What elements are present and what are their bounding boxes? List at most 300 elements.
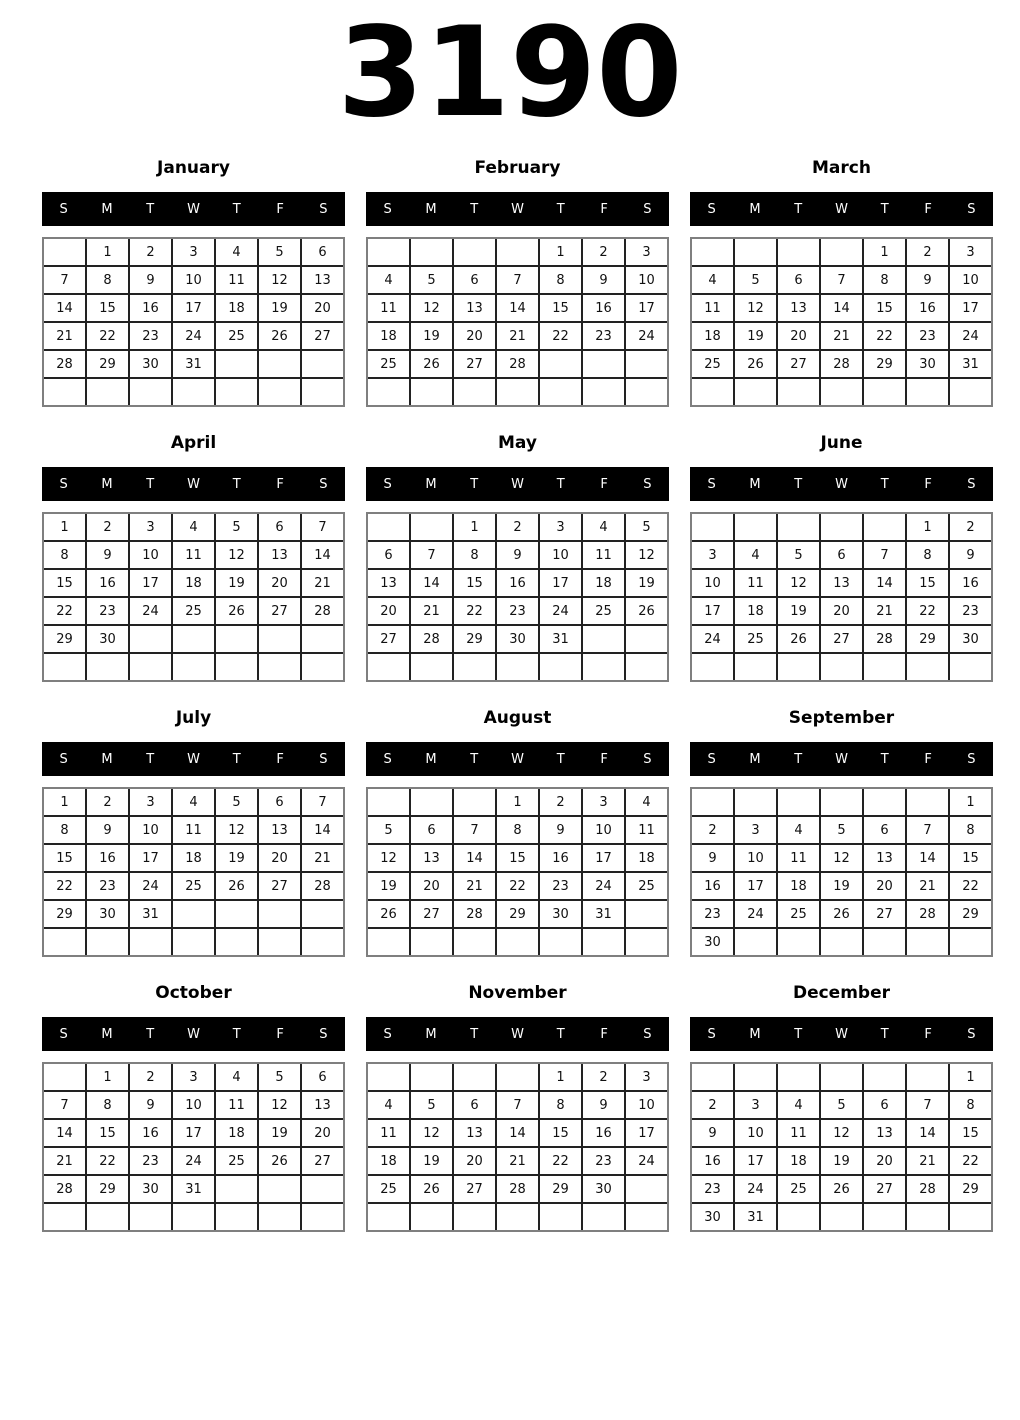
day-cell: 19 <box>216 845 257 871</box>
day-cell: 18 <box>735 598 776 624</box>
day-cell-empty <box>540 654 581 680</box>
day-cell: 17 <box>173 1120 214 1146</box>
day-cell-empty <box>864 654 905 680</box>
weekday-label: T <box>232 201 241 217</box>
day-cell-empty <box>173 1204 214 1230</box>
day-cell-empty <box>821 654 862 680</box>
weekday-label: T <box>556 751 565 767</box>
day-cell-empty <box>44 379 85 405</box>
day-cell-empty <box>778 1204 819 1230</box>
day-cell-empty <box>583 929 624 955</box>
weekday-label: T <box>556 201 565 217</box>
day-cell: 23 <box>130 323 171 349</box>
day-cell-empty <box>626 379 667 405</box>
day-cell: 26 <box>411 351 452 377</box>
day-cell: 18 <box>778 1148 819 1174</box>
day-cell: 11 <box>173 542 214 568</box>
day-cell: 9 <box>907 267 948 293</box>
weekday-label: W <box>511 476 524 492</box>
day-cell-empty <box>454 789 495 815</box>
day-cell: 13 <box>302 267 343 293</box>
day-cell-empty <box>735 929 776 955</box>
day-cell: 25 <box>173 598 214 624</box>
day-cell: 5 <box>626 514 667 540</box>
day-cell: 31 <box>540 626 581 652</box>
day-cell-empty <box>540 379 581 405</box>
day-cell: 20 <box>454 1148 495 1174</box>
day-cell: 15 <box>540 1120 581 1146</box>
day-cell: 17 <box>540 570 581 596</box>
day-cell-empty <box>950 379 991 405</box>
day-cell: 16 <box>130 295 171 321</box>
day-cell: 11 <box>735 570 776 596</box>
day-cell: 10 <box>626 1092 667 1118</box>
day-cell-empty <box>454 654 495 680</box>
day-cell: 13 <box>821 570 862 596</box>
day-cell-empty <box>368 654 409 680</box>
day-cell: 30 <box>907 351 948 377</box>
day-cell: 31 <box>173 351 214 377</box>
day-cell: 17 <box>626 295 667 321</box>
month-days-grid <box>690 512 993 682</box>
day-cell: 13 <box>454 1120 495 1146</box>
weekday-label: T <box>794 476 803 492</box>
day-cell-empty <box>907 789 948 815</box>
day-cell: 30 <box>130 1176 171 1202</box>
day-cell: 28 <box>497 351 538 377</box>
day-cell-empty <box>821 514 862 540</box>
weekday-label: F <box>276 201 284 217</box>
day-cell: 1 <box>87 1064 128 1090</box>
day-cell: 8 <box>540 267 581 293</box>
month-block <box>42 158 345 407</box>
weekday-label: S <box>643 201 652 217</box>
day-cell: 9 <box>583 1092 624 1118</box>
day-cell: 4 <box>778 1092 819 1118</box>
day-cell: 3 <box>173 239 214 265</box>
day-cell: 19 <box>626 570 667 596</box>
day-cell-empty <box>692 654 733 680</box>
weekday-label: M <box>749 751 761 767</box>
day-cell: 26 <box>778 626 819 652</box>
month-name: April <box>170 433 217 454</box>
day-cell: 2 <box>692 817 733 843</box>
day-cell: 8 <box>950 1092 991 1118</box>
day-cell-empty <box>864 379 905 405</box>
weekday-label: T <box>232 751 241 767</box>
day-cell: 10 <box>130 817 171 843</box>
day-cell: 23 <box>692 901 733 927</box>
day-cell: 3 <box>130 789 171 815</box>
day-cell: 1 <box>907 514 948 540</box>
day-cell: 11 <box>368 1120 409 1146</box>
day-cell-empty <box>44 239 85 265</box>
day-cell: 27 <box>368 626 409 652</box>
day-cell: 26 <box>259 1148 300 1174</box>
month-name: May <box>498 433 537 454</box>
weekday-label: S <box>643 1026 652 1042</box>
weekday-header <box>690 1017 993 1051</box>
day-cell-empty <box>216 929 257 955</box>
day-cell: 20 <box>259 845 300 871</box>
day-cell: 11 <box>778 1120 819 1146</box>
day-cell-empty <box>821 1204 862 1230</box>
day-cell: 6 <box>864 1092 905 1118</box>
day-cell-empty <box>259 1176 300 1202</box>
day-cell: 17 <box>130 570 171 596</box>
day-cell: 25 <box>368 1176 409 1202</box>
day-cell: 20 <box>778 323 819 349</box>
weekday-label: F <box>924 201 932 217</box>
day-cell-empty <box>130 1204 171 1230</box>
day-cell-empty <box>130 379 171 405</box>
day-cell: 25 <box>583 598 624 624</box>
day-cell: 9 <box>692 1120 733 1146</box>
day-cell: 1 <box>497 789 538 815</box>
day-cell-empty <box>540 351 581 377</box>
weekday-label: F <box>600 476 608 492</box>
day-cell: 3 <box>735 1092 776 1118</box>
day-cell: 24 <box>626 1148 667 1174</box>
day-cell: 2 <box>583 1064 624 1090</box>
day-cell: 6 <box>302 1064 343 1090</box>
day-cell: 25 <box>173 873 214 899</box>
day-cell: 1 <box>540 239 581 265</box>
day-cell: 17 <box>626 1120 667 1146</box>
day-cell-empty <box>302 901 343 927</box>
day-cell: 4 <box>173 514 214 540</box>
day-cell: 9 <box>87 817 128 843</box>
weekday-label: W <box>511 751 524 767</box>
day-cell: 12 <box>259 267 300 293</box>
weekday-label: S <box>319 201 328 217</box>
day-cell: 18 <box>368 1148 409 1174</box>
day-cell: 27 <box>259 873 300 899</box>
weekday-label: W <box>511 201 524 217</box>
weekday-label: F <box>924 751 932 767</box>
day-cell: 19 <box>411 323 452 349</box>
day-cell: 16 <box>583 295 624 321</box>
day-cell: 19 <box>735 323 776 349</box>
day-cell: 2 <box>130 1064 171 1090</box>
month-name: December <box>792 983 891 1004</box>
weekday-label: S <box>319 751 328 767</box>
day-cell-empty <box>950 654 991 680</box>
day-cell: 2 <box>497 514 538 540</box>
month-block <box>366 158 669 407</box>
day-cell-empty <box>259 654 300 680</box>
day-cell: 12 <box>626 542 667 568</box>
weekday-label: T <box>794 751 803 767</box>
weekday-label: F <box>276 476 284 492</box>
day-cell-empty <box>778 379 819 405</box>
day-cell: 18 <box>778 873 819 899</box>
day-cell-empty <box>583 351 624 377</box>
day-cell: 18 <box>173 845 214 871</box>
month-name: January <box>157 158 230 179</box>
day-cell-empty <box>368 1064 409 1090</box>
day-cell: 29 <box>87 351 128 377</box>
day-cell: 9 <box>583 267 624 293</box>
day-cell-empty <box>626 654 667 680</box>
day-cell: 22 <box>907 598 948 624</box>
day-cell-empty <box>173 379 214 405</box>
day-cell: 5 <box>821 817 862 843</box>
day-cell: 17 <box>173 295 214 321</box>
day-cell: 13 <box>864 845 905 871</box>
day-cell: 15 <box>44 845 85 871</box>
day-cell: 19 <box>259 1120 300 1146</box>
day-cell: 19 <box>216 570 257 596</box>
day-cell: 29 <box>540 1176 581 1202</box>
day-cell: 8 <box>44 817 85 843</box>
month-block <box>366 708 669 957</box>
day-cell-empty <box>259 351 300 377</box>
day-cell: 14 <box>907 1120 948 1146</box>
day-cell-empty <box>735 514 776 540</box>
day-cell-empty <box>583 379 624 405</box>
day-cell: 18 <box>368 323 409 349</box>
day-cell: 22 <box>44 873 85 899</box>
day-cell: 30 <box>692 929 733 955</box>
weekday-label: T <box>556 476 565 492</box>
day-cell: 11 <box>626 817 667 843</box>
day-cell: 14 <box>864 570 905 596</box>
day-cell-empty <box>583 654 624 680</box>
day-cell: 22 <box>950 873 991 899</box>
day-cell: 20 <box>864 1148 905 1174</box>
day-cell: 21 <box>411 598 452 624</box>
day-cell-empty <box>411 1064 452 1090</box>
day-cell: 12 <box>735 295 776 321</box>
day-cell: 10 <box>130 542 171 568</box>
day-cell-empty <box>864 1064 905 1090</box>
weekday-label: F <box>276 751 284 767</box>
day-cell: 15 <box>44 570 85 596</box>
day-cell: 30 <box>130 351 171 377</box>
day-cell: 27 <box>864 901 905 927</box>
weekday-label: W <box>187 201 200 217</box>
day-cell: 8 <box>87 267 128 293</box>
day-cell-empty <box>907 1064 948 1090</box>
day-cell: 22 <box>454 598 495 624</box>
month-name: November <box>468 983 567 1004</box>
month-days-grid <box>42 512 345 682</box>
day-cell-empty <box>864 929 905 955</box>
day-cell: 15 <box>950 1120 991 1146</box>
day-cell: 26 <box>821 901 862 927</box>
day-cell-empty <box>907 379 948 405</box>
day-cell: 18 <box>173 570 214 596</box>
day-cell: 1 <box>454 514 495 540</box>
day-cell: 27 <box>259 598 300 624</box>
day-cell: 13 <box>454 295 495 321</box>
day-cell-empty <box>821 789 862 815</box>
month-block <box>366 983 669 1232</box>
month-days-grid <box>366 237 669 407</box>
day-cell: 24 <box>173 323 214 349</box>
weekday-label: T <box>470 751 479 767</box>
day-cell-empty <box>411 929 452 955</box>
month-days-grid <box>42 237 345 407</box>
month-name: October <box>155 983 232 1004</box>
day-cell: 29 <box>907 626 948 652</box>
day-cell: 29 <box>44 901 85 927</box>
day-cell: 7 <box>864 542 905 568</box>
day-cell: 18 <box>583 570 624 596</box>
day-cell-empty <box>87 654 128 680</box>
day-cell: 2 <box>692 1092 733 1118</box>
month-name: March <box>812 158 871 179</box>
day-cell: 8 <box>540 1092 581 1118</box>
day-cell-empty <box>259 379 300 405</box>
day-cell: 28 <box>302 598 343 624</box>
day-cell-empty <box>44 1204 85 1230</box>
day-cell: 17 <box>950 295 991 321</box>
day-cell: 24 <box>735 1176 776 1202</box>
day-cell: 17 <box>735 1148 776 1174</box>
day-cell-empty <box>173 929 214 955</box>
day-cell: 20 <box>454 323 495 349</box>
weekday-label: W <box>835 751 848 767</box>
weekday-header <box>42 192 345 226</box>
day-cell: 22 <box>540 323 581 349</box>
day-cell: 12 <box>778 570 819 596</box>
day-cell: 9 <box>692 845 733 871</box>
day-cell-empty <box>44 654 85 680</box>
day-cell: 23 <box>497 598 538 624</box>
day-cell: 7 <box>497 267 538 293</box>
day-cell: 21 <box>907 873 948 899</box>
weekday-label: S <box>643 751 652 767</box>
weekday-label: S <box>59 476 68 492</box>
calendar-page <box>0 1 1020 1232</box>
day-cell-empty <box>216 379 257 405</box>
day-cell-empty <box>864 514 905 540</box>
day-cell: 2 <box>540 789 581 815</box>
weekday-label: T <box>794 1026 803 1042</box>
day-cell: 9 <box>497 542 538 568</box>
day-cell: 20 <box>864 873 905 899</box>
weekday-label: T <box>880 476 889 492</box>
day-cell-empty <box>778 514 819 540</box>
day-cell: 8 <box>497 817 538 843</box>
day-cell-empty <box>259 626 300 652</box>
day-cell: 9 <box>540 817 581 843</box>
weekday-header <box>366 467 669 501</box>
month-block <box>690 708 993 957</box>
day-cell: 29 <box>950 901 991 927</box>
day-cell: 13 <box>411 845 452 871</box>
day-cell: 10 <box>735 845 776 871</box>
day-cell: 26 <box>368 901 409 927</box>
weekday-label: S <box>707 1026 716 1042</box>
day-cell: 14 <box>907 845 948 871</box>
day-cell-empty <box>411 654 452 680</box>
day-cell: 14 <box>302 817 343 843</box>
day-cell: 21 <box>821 323 862 349</box>
day-cell: 11 <box>778 845 819 871</box>
day-cell: 25 <box>692 351 733 377</box>
day-cell-empty <box>173 654 214 680</box>
weekday-label: S <box>319 476 328 492</box>
day-cell: 26 <box>626 598 667 624</box>
day-cell: 28 <box>907 901 948 927</box>
day-cell: 24 <box>626 323 667 349</box>
day-cell: 2 <box>907 239 948 265</box>
day-cell: 30 <box>497 626 538 652</box>
day-cell: 17 <box>583 845 624 871</box>
weekday-label: M <box>425 1026 437 1042</box>
day-cell: 5 <box>735 267 776 293</box>
day-cell: 10 <box>626 267 667 293</box>
day-cell: 28 <box>497 1176 538 1202</box>
day-cell: 2 <box>950 514 991 540</box>
day-cell: 6 <box>302 239 343 265</box>
day-cell: 6 <box>368 542 409 568</box>
day-cell: 28 <box>454 901 495 927</box>
day-cell: 5 <box>259 239 300 265</box>
day-cell-empty <box>497 379 538 405</box>
calendar-grid <box>42 158 993 1232</box>
day-cell: 26 <box>411 1176 452 1202</box>
weekday-header <box>42 742 345 776</box>
weekday-label: S <box>707 751 716 767</box>
day-cell: 27 <box>821 626 862 652</box>
day-cell: 15 <box>864 295 905 321</box>
day-cell-empty <box>302 351 343 377</box>
day-cell: 6 <box>454 267 495 293</box>
day-cell: 3 <box>173 1064 214 1090</box>
day-cell-empty <box>259 929 300 955</box>
day-cell-empty <box>368 789 409 815</box>
day-cell-empty <box>173 626 214 652</box>
day-cell-empty <box>87 1204 128 1230</box>
day-cell: 3 <box>692 542 733 568</box>
day-cell: 19 <box>411 1148 452 1174</box>
day-cell: 9 <box>950 542 991 568</box>
day-cell: 26 <box>821 1176 862 1202</box>
day-cell: 22 <box>87 1148 128 1174</box>
day-cell: 11 <box>216 267 257 293</box>
day-cell: 25 <box>368 351 409 377</box>
day-cell: 16 <box>692 1148 733 1174</box>
day-cell-empty <box>497 654 538 680</box>
day-cell: 23 <box>87 598 128 624</box>
day-cell: 11 <box>692 295 733 321</box>
day-cell: 18 <box>626 845 667 871</box>
day-cell: 16 <box>907 295 948 321</box>
day-cell-empty <box>626 626 667 652</box>
day-cell: 31 <box>173 1176 214 1202</box>
day-cell: 19 <box>821 1148 862 1174</box>
day-cell: 1 <box>864 239 905 265</box>
day-cell-empty <box>454 1064 495 1090</box>
day-cell-empty <box>735 379 776 405</box>
day-cell: 21 <box>497 1148 538 1174</box>
day-cell: 7 <box>302 514 343 540</box>
day-cell: 23 <box>87 873 128 899</box>
day-cell: 21 <box>907 1148 948 1174</box>
day-cell: 20 <box>302 1120 343 1146</box>
day-cell-empty <box>368 514 409 540</box>
day-cell: 5 <box>411 267 452 293</box>
weekday-label: T <box>232 476 241 492</box>
day-cell: 30 <box>87 901 128 927</box>
weekday-label: W <box>835 201 848 217</box>
day-cell: 24 <box>583 873 624 899</box>
day-cell: 10 <box>692 570 733 596</box>
